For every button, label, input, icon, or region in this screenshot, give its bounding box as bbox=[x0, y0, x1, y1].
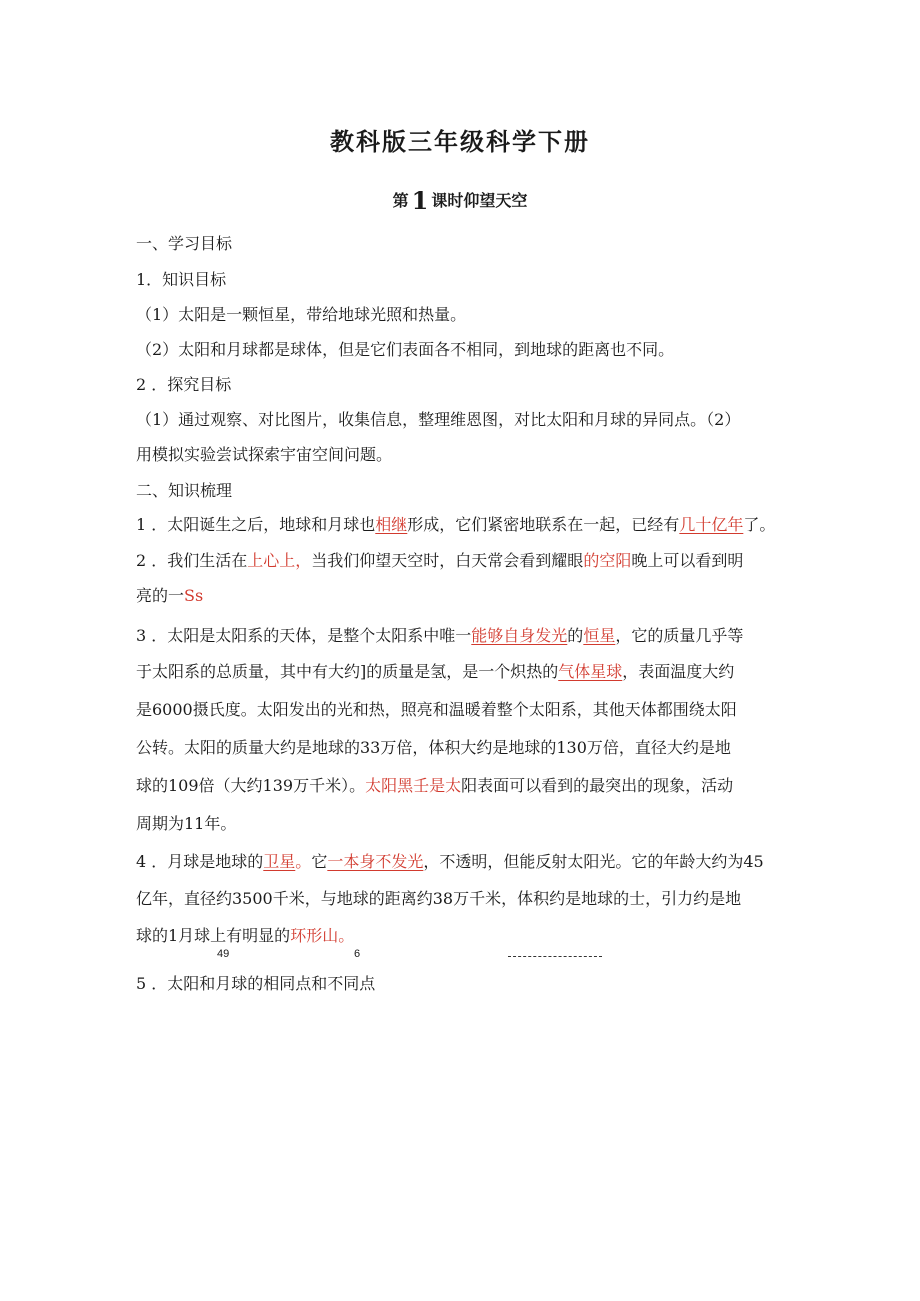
answer-text: 上心上， bbox=[247, 551, 312, 570]
answer-text: 环形山。 bbox=[290, 926, 355, 945]
lesson-title bbox=[0, 186, 920, 215]
inquiry-goal-line-2: 用模拟实验尝试探索宇宙空间问题。 bbox=[136, 445, 393, 464]
answer-text: 太阳黑壬是太 bbox=[365, 776, 462, 795]
lesson-prefix: 第 bbox=[392, 191, 409, 210]
paragraph-3-line-3: 是6000摄氏度。太阳发出的光和热，照亮和温暖着整个太阳系，其他天体都围绕太阳 bbox=[136, 700, 737, 719]
paragraph-3-line-6: 周期为11年。 bbox=[136, 814, 237, 833]
paragraph-4-line-2: 亿年，直径约3500千米，与地球的距离约38万千米，体积约是地球的士，引力约是地 bbox=[136, 889, 742, 908]
paragraph-4-line-3: 球的1月球上有明显的环形山。 bbox=[136, 926, 355, 945]
document-title: 教科版三年级科学下册 bbox=[330, 127, 590, 156]
answer-text: 恒星 bbox=[583, 626, 616, 645]
answer-text: 几十亿年 bbox=[679, 515, 744, 534]
paragraph-3-line-4: 公转。太阳的质量大约是地球的33万倍，体积大约是地球的130万倍，直径大约是地 bbox=[136, 738, 731, 757]
answer-text: 卫星 bbox=[263, 852, 296, 871]
answer-text: 一本身不发光 bbox=[327, 852, 424, 871]
knowledge-goal-1: （1）太阳是一颗恒星，带给地球光照和热量。 bbox=[136, 305, 467, 324]
answer-text: 相继 bbox=[375, 515, 408, 534]
paragraph-4-line-1: 4 ．月球是地球的卫星。它一本身不发光，不透明，但能反射太阳光。它的年龄大约为45 bbox=[136, 852, 764, 871]
paragraph-3-line-1: 3 ．太阳是太阳系的天体，是整个太阳系中唯一能够自身发光的恒星，它的质量几乎等 bbox=[136, 626, 744, 645]
dashed-rule bbox=[508, 956, 602, 957]
paragraph-5: 5 ．太阳和月球的相同点和不同点 bbox=[136, 974, 376, 993]
paragraph-1: 1 ．太阳诞生之后，地球和月球也相继形成，它们紧密地联系在一起，已经有几十亿年了。 bbox=[136, 515, 776, 534]
section-heading-goals: 一、学习目标 bbox=[136, 234, 233, 253]
answer-text: 气体星球 bbox=[558, 662, 623, 681]
answer-text: Ss bbox=[184, 586, 204, 605]
knowledge-goal-2: （2）太阳和月球都是球体，但是它们表面各不相同，到地球的距离也不同。 bbox=[136, 340, 675, 359]
inquiry-goal-heading: 2 ．探究目标 bbox=[136, 375, 232, 394]
answer-text: 的空阳 bbox=[583, 551, 632, 570]
paragraph-3-line-2: 于太阳系的总质量，其中有大约]的质量是氢，是一个炽热的气体星球，表面温度大约 bbox=[136, 662, 735, 681]
paragraph-2-line-1: 2 ．我们生活在上心上，当我们仰望天空时，白天常会看到耀眼的空阳晚上可以看到明 bbox=[136, 551, 744, 570]
paragraph-3-line-5: 球的109倍（大约139万千米）。太阳黑壬是太阳表面可以看到的最突出的现象，活动 bbox=[136, 776, 734, 795]
lesson-name: 课时仰望天空 bbox=[431, 191, 528, 210]
knowledge-goal-heading: 1．知识目标 bbox=[136, 270, 227, 289]
answer-text: 能够自身发光 bbox=[471, 626, 568, 645]
inquiry-goal-line-1: （1）通过观察、对比图片，收集信息，整理维恩图，对比太阳和月球的异同点。（2） bbox=[136, 410, 741, 429]
fraction-denominator: 6 bbox=[354, 948, 361, 960]
paragraph-2-line-2: 亮的一Ss bbox=[136, 586, 204, 605]
lesson-number: 1 bbox=[411, 186, 429, 215]
fraction-numerator: 49 bbox=[217, 948, 230, 960]
section-heading-knowledge: 二、知识梳理 bbox=[136, 481, 233, 500]
